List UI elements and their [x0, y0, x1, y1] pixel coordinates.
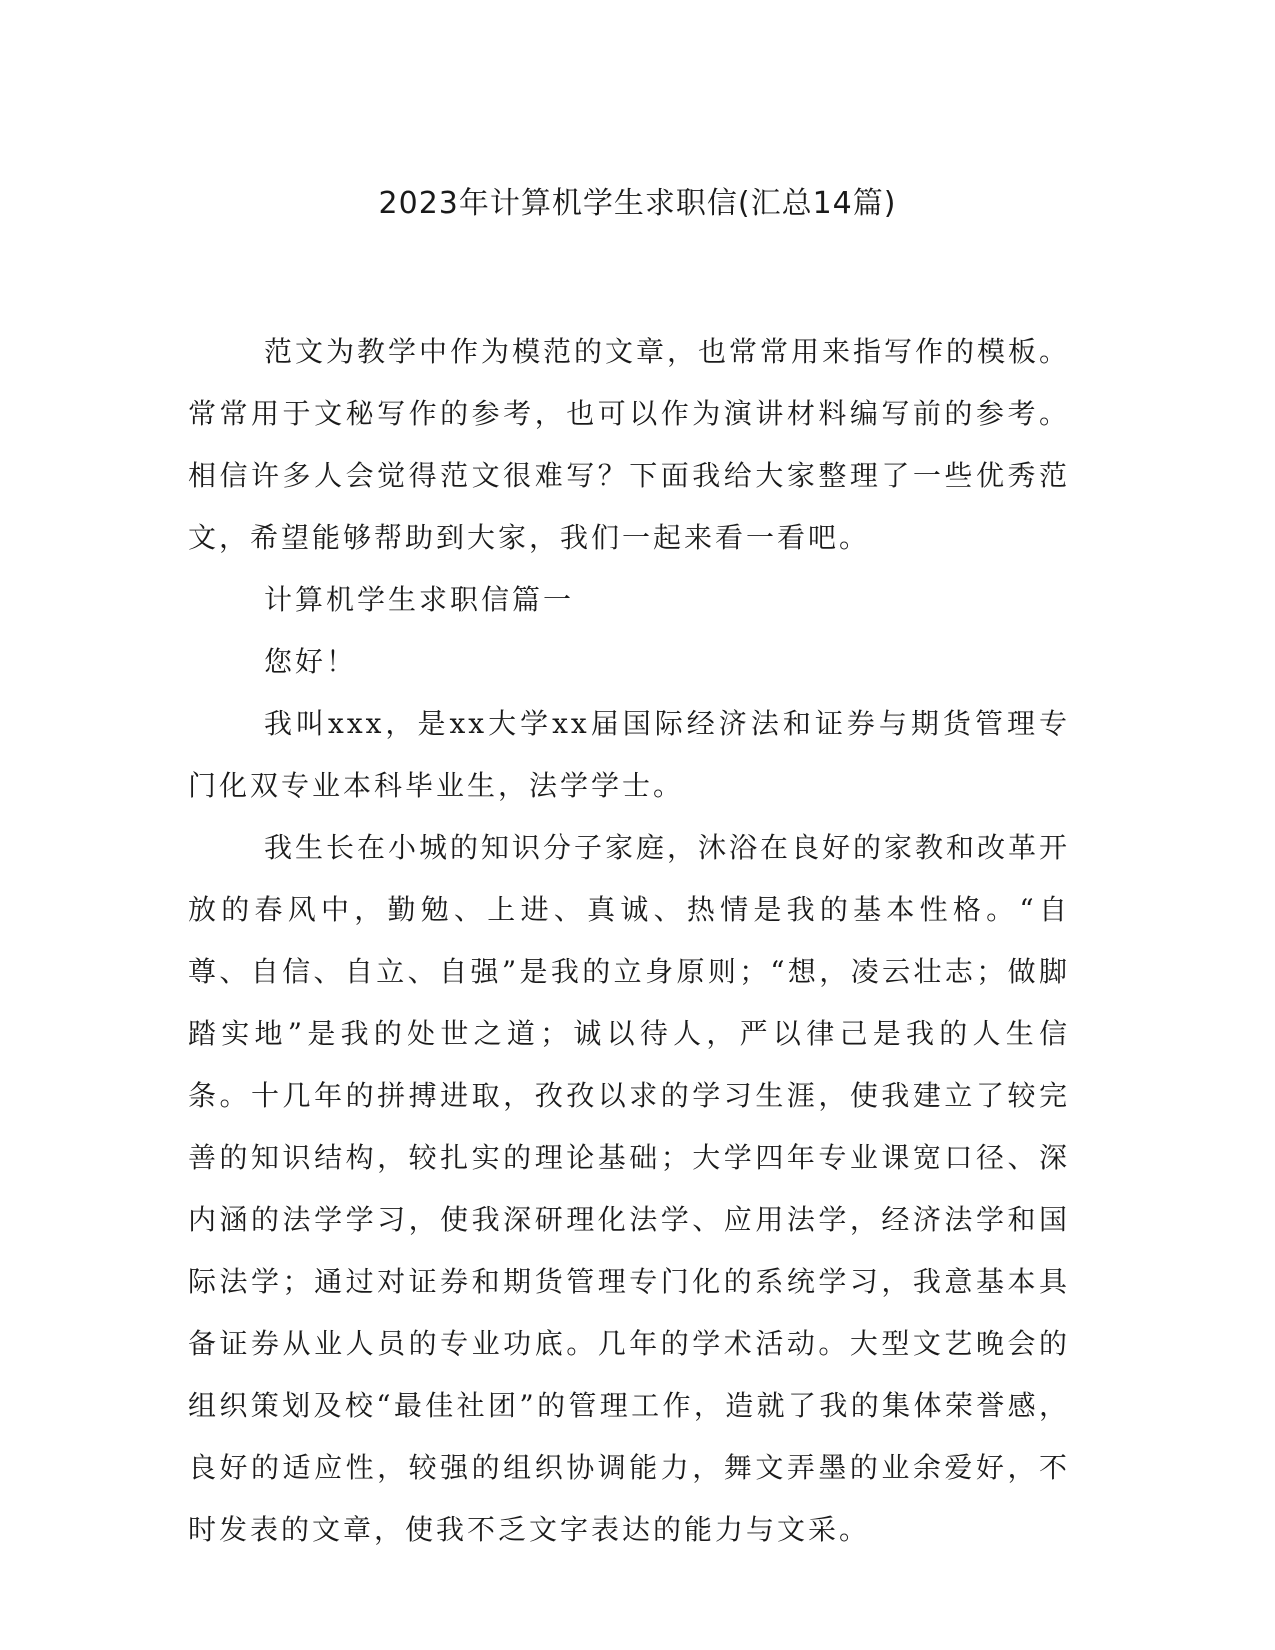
- document-title: 2023年计算机学生求职信(汇总14篇): [378, 186, 897, 221]
- self-introduction-paragraph: 我叫xxx，是xx大学xx届国际经济法和证券与期货管理专门化双专业本科毕业生，法学学士。: [188, 707, 1070, 802]
- greeting: 您好！: [264, 645, 358, 678]
- section-heading: 计算机学生求职信篇一: [264, 583, 575, 616]
- intro-paragraph: 范文为教学中作为模范的文章，也常常用来指写作的模板。常常用于文秘写作的参考，也可以作为演讲材料编写前的参考。相信许多人会觉得范文很难写？下面我给大家整理了一些优秀范文，希望能够帮助到大家，我们一起来看一看吧。: [188, 335, 1071, 554]
- background-paragraph: 我生长在小城的知识分子家庭，沐浴在良好的家教和改革开放的春风中，勤勉、上进、真诚、热情是我的基本性格。“自尊、自信、自立、自强”是我的立身原则；“想，凌云壮志；做脚踏实地”是我的处世之道；诚以待人，严以律己是我的人生信条。十几年的拼搏进取，孜孜以求的学习生涯，使我建立了较完善的知识结构，较扎实的理论基础；大学四年专业课宽口径、深内涵的法学学习，使我深研理化法学、应用法学，经济法学和国际法学；通过对证券和期货管理专门化的系统学习，我意基本具备证券从业人员的专业功底。几年的学术活动。大型文艺晚会的组织策划及校“最佳社团”的管理工作，造就了我的集体荣誉感，良好的适应性，较强的组织协调能力，舞文弄墨的业余爱好，不时发表的文章，使我不乏文字表达的能力与文采。: [188, 831, 1071, 1546]
- document-body: [188, 321, 1070, 1561]
